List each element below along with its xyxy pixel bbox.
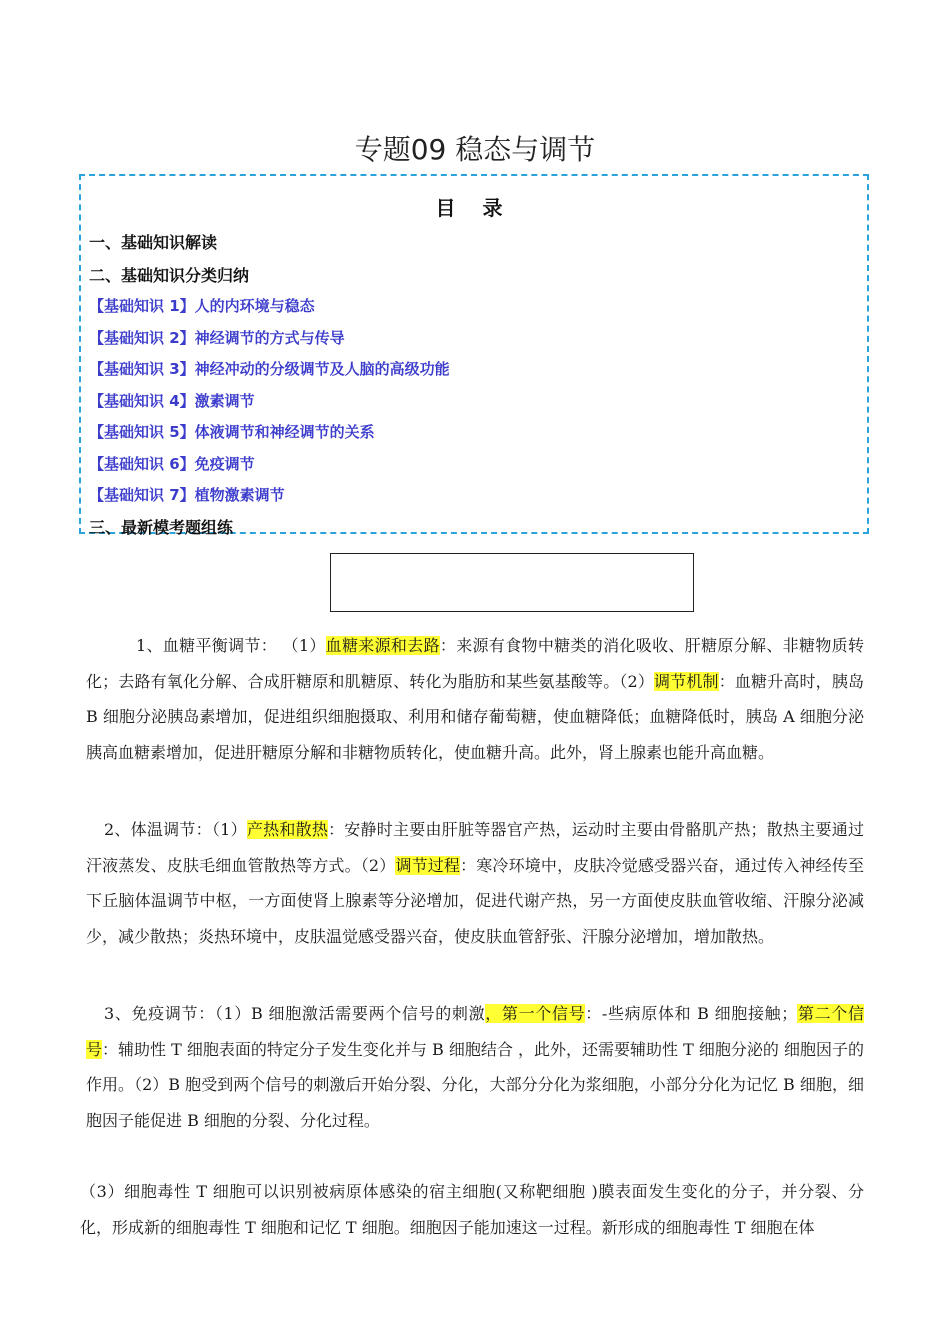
- paragraph-cytotoxic: （3）细胞毒性 T 细胞可以识别被病原体感染的宿主细胞(又称靶细胞 )膜表面发生变化的分子，并分裂、分化，形成新的细胞毒性 T 细胞和记忆 T 细胞。细胞因子能加速这一过程。新形成的细胞毒性 T 细胞在体: [80, 1182, 864, 1237]
- toc-item-1[interactable]: 【基础知识 1】人的内环境与稳态: [89, 297, 315, 315]
- toc-item-3[interactable]: 【基础知识 3】神经冲动的分级调节及人脑的高级功能: [89, 360, 450, 378]
- paragraph-text: ：-些病原体和 B 细胞接触；: [585, 1004, 798, 1023]
- highlight-text: 第二个信号: [86, 1004, 864, 1059]
- toc-section-2: 二、基础知识分类归纳: [89, 266, 250, 285]
- paragraph-body-temperature: [86, 812, 864, 954]
- toc-item-6[interactable]: 【基础知识 6】免疫调节: [89, 455, 255, 473]
- highlight-text: ，第一个信号: [485, 1004, 586, 1023]
- paragraph-text: ：血糖升高时，胰岛 B 细胞分泌胰岛素增加，促进组织细胞摄取、利用和储存葡萄糖，使血糖降低；血糖降低时，胰岛 A 细胞分泌胰高血糖素增加，促进肝糖原分解和非糖物质转化，使血糖升高。此外，肾上腺素也能升高血糖。: [86, 671, 864, 762]
- highlight-text: 调节过程: [395, 855, 461, 875]
- paragraph-immune: [86, 996, 864, 1138]
- toc-item-5[interactable]: 【基础知识 5】体液调节和神经调节的关系: [89, 423, 375, 441]
- paragraph-text: ：辅助性 T 细胞表面的特定分子发生变化并与 B 细胞结合 ，此外，还需要辅助性 T 细胞分泌的 细胞因子的作用。（2）B 胞受到两个信号的刺激后开始分裂、分化，大部分分化为浆细胞，小部分分化为记忆 B 细胞，细胞因子能促进 B 细胞的分裂、分化过程。: [86, 1039, 864, 1130]
- paragraph-text: 2、体温调节：（1）: [104, 820, 247, 839]
- toc-item-2[interactable]: 【基础知识 2】神经调节的方式与传导: [89, 329, 345, 347]
- highlight-text: 血糖来源和去路: [325, 636, 440, 655]
- highlight-text: 调节机制: [654, 671, 719, 691]
- toc-section-3: 三、最新模考题组练: [89, 518, 234, 537]
- paragraph-text: ：来源有食物中糖类的消化吸收、肝糖原分解、非糖物质转化；去路有氧化分解、合成肝糖原和肌糖原、转化为脂肪和某些氨基酸等。（2）: [86, 636, 864, 691]
- page-title: 专题09 稳态与调节: [354, 133, 596, 166]
- blank-text-box: [330, 553, 694, 612]
- paragraph-blood-sugar: [86, 628, 864, 770]
- toc-section-1: 一、基础知识解读: [89, 233, 218, 252]
- toc-heading: 目 录: [435, 196, 513, 220]
- toc-item-7[interactable]: 【基础知识 7】植物激素调节: [89, 486, 285, 504]
- paragraph-text: 1、血糖平衡调节： （1）: [136, 636, 326, 655]
- highlight-text: 产热和散热: [246, 820, 329, 839]
- paragraph-text: 3、免疫调节：（1）B 细胞激活需要两个信号的刺激: [104, 1004, 486, 1023]
- table-of-contents: [79, 174, 869, 537]
- paragraph-text: ：寒冷环境中，皮肤冷觉感受器兴奋，通过传入神经传至下丘脑体温调节中枢，一方面使肾上腺素等分泌增加，促进代谢产热，另一方面使皮肤血管收缩、汗腺分泌减少，减少散热；炎热环境中，皮肤温觉感受器兴奋，使皮肤血管舒张、汗腺分泌增加，增加散热。: [86, 855, 864, 946]
- paragraph-text: ：安静时主要由肝脏等器官产热，运动时主要由骨骼肌产热；散热主要通过汗液蒸发、皮肤毛细血管散热等方式。（2）: [86, 820, 864, 875]
- toc-item-4[interactable]: 【基础知识 4】激素调节: [89, 392, 255, 410]
